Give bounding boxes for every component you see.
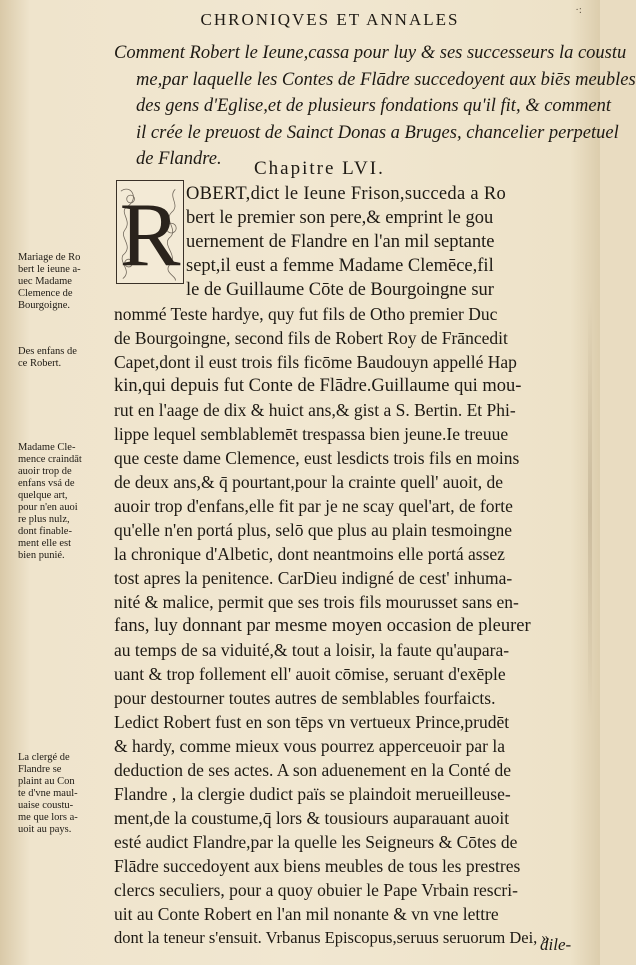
- title-line: des gens d'Eglise,et de plusieurs fondations qu'il fit, & comment: [136, 96, 611, 116]
- page-edge-shadow: [588, 300, 592, 720]
- body-line: Capet,dont il eust trois fils ficōme Baudouyn appellé Hap: [114, 352, 517, 372]
- catchword: dile-: [540, 935, 572, 954]
- margin-note-line: quelque art,: [18, 490, 68, 501]
- body-line: OBERT,dict le Ieune Frison,succeda a Ro: [186, 184, 507, 204]
- body-line: nité & malice, permit que ses trois fils mourusset sans en-: [114, 592, 519, 612]
- running-head: CHRONIQVES ET ANNALES: [200, 10, 460, 29]
- margin-note-line: re plus nulz,: [18, 514, 70, 525]
- margin-note-line: enfans vsá de: [18, 478, 75, 489]
- body-line: qu'elle n'en portá plus, selō que plus au plain tesmoingne: [114, 520, 513, 540]
- margin-note-line: ce Robert.: [18, 358, 62, 369]
- body-line: bert le premier son pere,& emprint le gou: [186, 208, 494, 228]
- margin-note-line: plaint au Con: [18, 776, 75, 787]
- margin-note-line: bert le ieune a-: [18, 264, 81, 275]
- margin-note-line: Bourgoigne.: [18, 300, 71, 311]
- body-line: au temps de sa viduité,& tout a loisir, la faute qu'aupara-: [114, 640, 510, 660]
- title-line: il crée le preuost de Sainct Donas a Bruges, chancelier perpetuel: [136, 122, 619, 143]
- margin-note-line: mence craindāt: [18, 454, 82, 465]
- margin-note-line: uoit au pays.: [18, 824, 72, 835]
- body-line: uernement de Flandre en l'an mil septante: [186, 232, 495, 252]
- margin-note-line: uaise coustu-: [18, 800, 74, 811]
- chapter-heading: Chapitre LVI.: [254, 158, 385, 179]
- body-line: Ledict Robert fust en son tēps vn vertueux Prince,prudēt: [114, 712, 510, 732]
- margin-note-line: bien punié.: [18, 550, 65, 561]
- decorated-initial-r-icon: [117, 181, 183, 283]
- title-line: de Flandre.: [136, 149, 222, 169]
- chapter-title-block: [114, 40, 636, 173]
- body-line: ment,de la coustume,q̄ lors & tousiours auparauant auoit: [114, 808, 510, 828]
- margin-note-line: Des enfans de: [18, 346, 77, 357]
- margin-note-line: La clergé de: [18, 752, 70, 763]
- body-line: fans, luy donnant par mesme moyen occasion de pleurer: [114, 616, 531, 636]
- folio-mark: ·:: [575, 4, 582, 16]
- body-line: kin,qui depuis fut Conte de Flādre.Guillaume qui mou-: [114, 376, 522, 396]
- initial-letter: R: [119, 184, 181, 285]
- margin-note-line: te d'vne maul-: [18, 788, 78, 799]
- margin-note: [18, 752, 110, 836]
- margin-note-line: Mariage de Ro: [18, 252, 81, 263]
- margin-note-line: Flandre se: [18, 764, 62, 775]
- margin-note-line: dont finable-: [18, 526, 72, 537]
- body-line: que ceste dame Clemence, eust lesdicts trois fils en moins: [114, 448, 520, 468]
- body-line: le de Guillaume Cōte de Bourgoingne sur: [186, 280, 494, 300]
- body-line: esté audict Flandre,par la quelle les Seigneurs & Cōtes de: [114, 832, 518, 852]
- body-line: pour destourner toutes autres de semblables fourfaicts.: [114, 688, 496, 708]
- margin-note-line: Madame Cle-: [18, 442, 76, 453]
- margin-note-line: uec Madame: [18, 276, 72, 287]
- body-line: Flandre , la clergie dudict païs se plaindoit merueilleuse-: [114, 784, 511, 804]
- margin-note: [18, 346, 110, 370]
- title-line: Comment Robert le Ieune,cassa pour luy & ses successeurs la coustu: [114, 43, 627, 63]
- body-line: uit au Conte Robert en l'an mil nonante & vn vne lettre: [114, 904, 499, 924]
- body-line: tost apres la penitence. CarDieu indigné de cest' inhuma-: [114, 568, 513, 588]
- body-line: auoir trop d'enfans,elle fit par je ne scay quel'art, de forte: [114, 496, 513, 516]
- margin-note-line: me que lors a-: [18, 812, 78, 823]
- title-line: me,par laquelle les Contes de Flādre succedoyent aux biēs meubles: [136, 69, 636, 90]
- body-line: la chronique d'Albetic, dont neantmoins elle portá assez: [114, 544, 505, 564]
- body-line: dont la teneur s'ensuit. Vrbanus Episcopus,seruus seruorum Dei, »: [114, 928, 550, 947]
- margin-note: [18, 442, 110, 562]
- decorated-initial: [116, 180, 184, 284]
- body-line: & hardy, comme mieux vous pourrez apperceuoir par la: [114, 736, 506, 756]
- body-line: sept,il eust a femme Madame Clemēce,fil: [186, 256, 494, 276]
- body-line: uant & trop follement ell' auoit cōmise, seruant d'exēple: [114, 664, 506, 684]
- body-line: deduction de ses actes. A son aduenement en la Conté de: [114, 760, 512, 780]
- margin-note-line: Clemence de: [18, 288, 73, 299]
- body-line: lippe lequel semblablemēt trespassa bien jeune.Ie treuue: [114, 424, 509, 444]
- body-line: rut en l'aage de dix & huict ans,& gist a S. Bertin. Et Phi-: [114, 400, 516, 420]
- margin-note-line: auoir trop de: [18, 466, 72, 477]
- margin-note-line: pour n'en auoi: [18, 502, 78, 513]
- body-line: clercs seculiers, pour a quoy obuier le Pape Vrbain rescri-: [114, 880, 518, 900]
- body-line: de Bourgoingne, second fils de Robert Roy de Frāncedit: [114, 328, 508, 348]
- margin-note: [18, 252, 110, 312]
- body-line: Flādre succedoyent aux biens meubles de tous les prestres: [114, 856, 521, 876]
- margin-note-line: ment elle est: [18, 538, 72, 549]
- body-line: nommé Teste hardye, quy fut fils de Otho premier Duc: [114, 304, 498, 324]
- body-line: de deux ans,& q̄ pourtant,pour la crainte quell' auoit, de: [114, 472, 504, 492]
